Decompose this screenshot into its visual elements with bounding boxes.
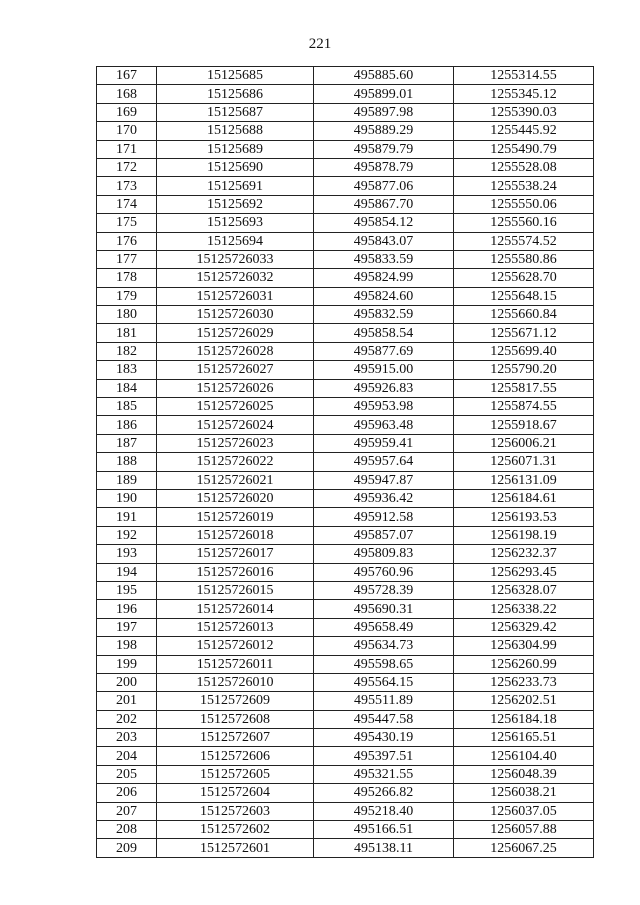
y-coordinate-cell: 1256184.18: [454, 710, 594, 728]
row-number-cell: 192: [97, 526, 157, 544]
point-id-cell: 1512572607: [157, 729, 314, 747]
x-coordinate-cell: 495658.49: [314, 618, 454, 636]
table-row: [97, 122, 594, 140]
point-id-cell: 15125726023: [157, 434, 314, 452]
y-coordinate-cell: 1256057.88: [454, 821, 594, 839]
point-id-cell: 15125726011: [157, 655, 314, 673]
point-id-cell: 15125685: [157, 67, 314, 85]
table-row: [97, 342, 594, 360]
row-number-cell: 197: [97, 618, 157, 636]
y-coordinate-cell: 1255817.55: [454, 379, 594, 397]
row-number-cell: 193: [97, 545, 157, 563]
x-coordinate-cell: 495397.51: [314, 747, 454, 765]
y-coordinate-cell: 1255345.12: [454, 85, 594, 103]
row-number-cell: 184: [97, 379, 157, 397]
table-row: [97, 765, 594, 783]
table-row: [97, 821, 594, 839]
table-row: [97, 508, 594, 526]
row-number-cell: 174: [97, 195, 157, 213]
point-id-cell: 15125726024: [157, 416, 314, 434]
row-number-cell: 182: [97, 342, 157, 360]
point-id-cell: 1512572604: [157, 784, 314, 802]
row-number-cell: 201: [97, 692, 157, 710]
x-coordinate-cell: 495953.98: [314, 398, 454, 416]
row-number-cell: 178: [97, 269, 157, 287]
x-coordinate-cell: 495809.83: [314, 545, 454, 563]
table-row: [97, 747, 594, 765]
point-id-cell: 1512572605: [157, 765, 314, 783]
point-id-cell: 15125726020: [157, 489, 314, 507]
table-row: [97, 545, 594, 563]
row-number-cell: 187: [97, 434, 157, 452]
point-id-cell: 15125688: [157, 122, 314, 140]
row-number-cell: 173: [97, 177, 157, 195]
point-id-cell: 15125726021: [157, 471, 314, 489]
x-coordinate-cell: 495867.70: [314, 195, 454, 213]
x-coordinate-cell: 495926.83: [314, 379, 454, 397]
x-coordinate-cell: 495138.11: [314, 839, 454, 857]
point-id-cell: 15125726013: [157, 618, 314, 636]
row-number-cell: 200: [97, 673, 157, 691]
y-coordinate-cell: 1255580.86: [454, 250, 594, 268]
y-coordinate-cell: 1256329.42: [454, 618, 594, 636]
row-number-cell: 209: [97, 839, 157, 857]
x-coordinate-cell: 495878.79: [314, 158, 454, 176]
row-number-cell: 172: [97, 158, 157, 176]
point-id-cell: 15125687: [157, 103, 314, 121]
row-number-cell: 186: [97, 416, 157, 434]
y-coordinate-cell: 1256048.39: [454, 765, 594, 783]
x-coordinate-cell: 495858.54: [314, 324, 454, 342]
y-coordinate-cell: 1256071.31: [454, 453, 594, 471]
y-coordinate-cell: 1255528.08: [454, 158, 594, 176]
y-coordinate-cell: 1255538.24: [454, 177, 594, 195]
y-coordinate-cell: 1256304.99: [454, 637, 594, 655]
table-row: [97, 306, 594, 324]
page-number: 221: [308, 36, 332, 52]
x-coordinate-cell: 495634.73: [314, 637, 454, 655]
row-number-cell: 208: [97, 821, 157, 839]
y-coordinate-cell: 1256165.51: [454, 729, 594, 747]
table-row: [97, 416, 594, 434]
point-id-cell: 15125686: [157, 85, 314, 103]
x-coordinate-cell: 495511.89: [314, 692, 454, 710]
x-coordinate-cell: 495564.15: [314, 673, 454, 691]
table-row: [97, 802, 594, 820]
point-id-cell: 15125693: [157, 214, 314, 232]
row-number-cell: 206: [97, 784, 157, 802]
y-coordinate-cell: 1255490.79: [454, 140, 594, 158]
x-coordinate-cell: 495843.07: [314, 232, 454, 250]
x-coordinate-cell: 495877.06: [314, 177, 454, 195]
table-row: [97, 324, 594, 342]
y-coordinate-cell: 1256193.53: [454, 508, 594, 526]
x-coordinate-cell: 495947.87: [314, 471, 454, 489]
table-row: [97, 600, 594, 618]
y-coordinate-cell: 1255445.92: [454, 122, 594, 140]
y-coordinate-cell: 1255628.70: [454, 269, 594, 287]
x-coordinate-cell: 495879.79: [314, 140, 454, 158]
table-row: [97, 471, 594, 489]
table-row: [97, 67, 594, 85]
y-coordinate-cell: 1255550.06: [454, 195, 594, 213]
x-coordinate-cell: 495266.82: [314, 784, 454, 802]
row-number-cell: 198: [97, 637, 157, 655]
x-coordinate-cell: 495889.29: [314, 122, 454, 140]
coordinates-table: [96, 66, 594, 858]
row-number-cell: 199: [97, 655, 157, 673]
point-id-cell: 15125726017: [157, 545, 314, 563]
row-number-cell: 202: [97, 710, 157, 728]
table-row: [97, 177, 594, 195]
y-coordinate-cell: 1255560.16: [454, 214, 594, 232]
row-number-cell: 190: [97, 489, 157, 507]
table-row: [97, 214, 594, 232]
table-row: [97, 453, 594, 471]
x-coordinate-cell: 495690.31: [314, 600, 454, 618]
y-coordinate-cell: 1256184.61: [454, 489, 594, 507]
row-number-cell: 177: [97, 250, 157, 268]
table-row: [97, 526, 594, 544]
table-row: [97, 839, 594, 857]
row-number-cell: 180: [97, 306, 157, 324]
y-coordinate-cell: 1255390.03: [454, 103, 594, 121]
x-coordinate-cell: 495430.19: [314, 729, 454, 747]
row-number-cell: 207: [97, 802, 157, 820]
x-coordinate-cell: 495897.98: [314, 103, 454, 121]
table-row: [97, 140, 594, 158]
point-id-cell: 15125726022: [157, 453, 314, 471]
table-row: [97, 398, 594, 416]
row-number-cell: 189: [97, 471, 157, 489]
table-row: [97, 489, 594, 507]
x-coordinate-cell: 495824.99: [314, 269, 454, 287]
table-row: [97, 232, 594, 250]
y-coordinate-cell: 1256293.45: [454, 563, 594, 581]
point-id-cell: 1512572603: [157, 802, 314, 820]
point-id-cell: 15125726033: [157, 250, 314, 268]
point-id-cell: 15125692: [157, 195, 314, 213]
row-number-cell: 203: [97, 729, 157, 747]
table-row: [97, 618, 594, 636]
x-coordinate-cell: 495598.65: [314, 655, 454, 673]
y-coordinate-cell: 1256233.73: [454, 673, 594, 691]
point-id-cell: 1512572602: [157, 821, 314, 839]
x-coordinate-cell: 495877.69: [314, 342, 454, 360]
row-number-cell: 188: [97, 453, 157, 471]
x-coordinate-cell: 495824.60: [314, 287, 454, 305]
point-id-cell: 15125726015: [157, 581, 314, 599]
table-row: [97, 434, 594, 452]
point-id-cell: 15125726029: [157, 324, 314, 342]
point-id-cell: 15125726030: [157, 306, 314, 324]
table-row: [97, 784, 594, 802]
table-row: [97, 729, 594, 747]
table-row: [97, 692, 594, 710]
y-coordinate-cell: 1256232.37: [454, 545, 594, 563]
point-id-cell: 15125726019: [157, 508, 314, 526]
row-number-cell: 179: [97, 287, 157, 305]
x-coordinate-cell: 495857.07: [314, 526, 454, 544]
table-row: [97, 710, 594, 728]
x-coordinate-cell: 495957.64: [314, 453, 454, 471]
row-number-cell: 175: [97, 214, 157, 232]
x-coordinate-cell: 495728.39: [314, 581, 454, 599]
y-coordinate-cell: 1255874.55: [454, 398, 594, 416]
y-coordinate-cell: 1256328.07: [454, 581, 594, 599]
point-id-cell: 15125726012: [157, 637, 314, 655]
table-row: [97, 655, 594, 673]
x-coordinate-cell: 495899.01: [314, 85, 454, 103]
table-row: [97, 250, 594, 268]
x-coordinate-cell: 495912.58: [314, 508, 454, 526]
row-number-cell: 196: [97, 600, 157, 618]
x-coordinate-cell: 495833.59: [314, 250, 454, 268]
x-coordinate-cell: 495963.48: [314, 416, 454, 434]
y-coordinate-cell: 1255671.12: [454, 324, 594, 342]
x-coordinate-cell: 495218.40: [314, 802, 454, 820]
y-coordinate-cell: 1255574.52: [454, 232, 594, 250]
table-row: [97, 637, 594, 655]
row-number-cell: 205: [97, 765, 157, 783]
y-coordinate-cell: 1255790.20: [454, 361, 594, 379]
row-number-cell: 183: [97, 361, 157, 379]
y-coordinate-cell: 1256198.19: [454, 526, 594, 544]
x-coordinate-cell: 495915.00: [314, 361, 454, 379]
point-id-cell: 1512572601: [157, 839, 314, 857]
x-coordinate-cell: 495832.59: [314, 306, 454, 324]
y-coordinate-cell: 1256104.40: [454, 747, 594, 765]
row-number-cell: 168: [97, 85, 157, 103]
x-coordinate-cell: 495166.51: [314, 821, 454, 839]
point-id-cell: 15125694: [157, 232, 314, 250]
point-id-cell: 15125726027: [157, 361, 314, 379]
x-coordinate-cell: 495959.41: [314, 434, 454, 452]
point-id-cell: 15125726032: [157, 269, 314, 287]
y-coordinate-cell: 1256038.21: [454, 784, 594, 802]
x-coordinate-cell: 495760.96: [314, 563, 454, 581]
row-number-cell: 195: [97, 581, 157, 599]
y-coordinate-cell: 1256202.51: [454, 692, 594, 710]
row-number-cell: 194: [97, 563, 157, 581]
row-number-cell: 185: [97, 398, 157, 416]
y-coordinate-cell: 1256037.05: [454, 802, 594, 820]
y-coordinate-cell: 1256131.09: [454, 471, 594, 489]
x-coordinate-cell: 495885.60: [314, 67, 454, 85]
table-row: [97, 85, 594, 103]
table-row: [97, 269, 594, 287]
x-coordinate-cell: 495854.12: [314, 214, 454, 232]
table-row: [97, 287, 594, 305]
y-coordinate-cell: 1256338.22: [454, 600, 594, 618]
x-coordinate-cell: 495447.58: [314, 710, 454, 728]
point-id-cell: 15125690: [157, 158, 314, 176]
x-coordinate-cell: 495936.42: [314, 489, 454, 507]
table-row: [97, 195, 594, 213]
y-coordinate-cell: 1256260.99: [454, 655, 594, 673]
table-row: [97, 563, 594, 581]
y-coordinate-cell: 1255918.67: [454, 416, 594, 434]
row-number-cell: 171: [97, 140, 157, 158]
point-id-cell: 15125726014: [157, 600, 314, 618]
table-row: [97, 673, 594, 691]
y-coordinate-cell: 1255648.15: [454, 287, 594, 305]
row-number-cell: 169: [97, 103, 157, 121]
table-row: [97, 158, 594, 176]
point-id-cell: 15125726025: [157, 398, 314, 416]
point-id-cell: 15125689: [157, 140, 314, 158]
row-number-cell: 170: [97, 122, 157, 140]
point-id-cell: 15125726010: [157, 673, 314, 691]
point-id-cell: 1512572609: [157, 692, 314, 710]
point-id-cell: 15125726016: [157, 563, 314, 581]
point-id-cell: 15125691: [157, 177, 314, 195]
row-number-cell: 176: [97, 232, 157, 250]
y-coordinate-cell: 1256006.21: [454, 434, 594, 452]
y-coordinate-cell: 1255660.84: [454, 306, 594, 324]
coordinates-table-body: [97, 67, 594, 858]
table-row: [97, 103, 594, 121]
point-id-cell: 15125726026: [157, 379, 314, 397]
table-row: [97, 361, 594, 379]
row-number-cell: 181: [97, 324, 157, 342]
point-id-cell: 1512572606: [157, 747, 314, 765]
y-coordinate-cell: 1256067.25: [454, 839, 594, 857]
table-row: [97, 581, 594, 599]
y-coordinate-cell: 1255699.40: [454, 342, 594, 360]
row-number-cell: 191: [97, 508, 157, 526]
row-number-cell: 167: [97, 67, 157, 85]
y-coordinate-cell: 1255314.55: [454, 67, 594, 85]
row-number-cell: 204: [97, 747, 157, 765]
point-id-cell: 15125726018: [157, 526, 314, 544]
table-row: [97, 379, 594, 397]
point-id-cell: 15125726028: [157, 342, 314, 360]
point-id-cell: 1512572608: [157, 710, 314, 728]
x-coordinate-cell: 495321.55: [314, 765, 454, 783]
point-id-cell: 15125726031: [157, 287, 314, 305]
